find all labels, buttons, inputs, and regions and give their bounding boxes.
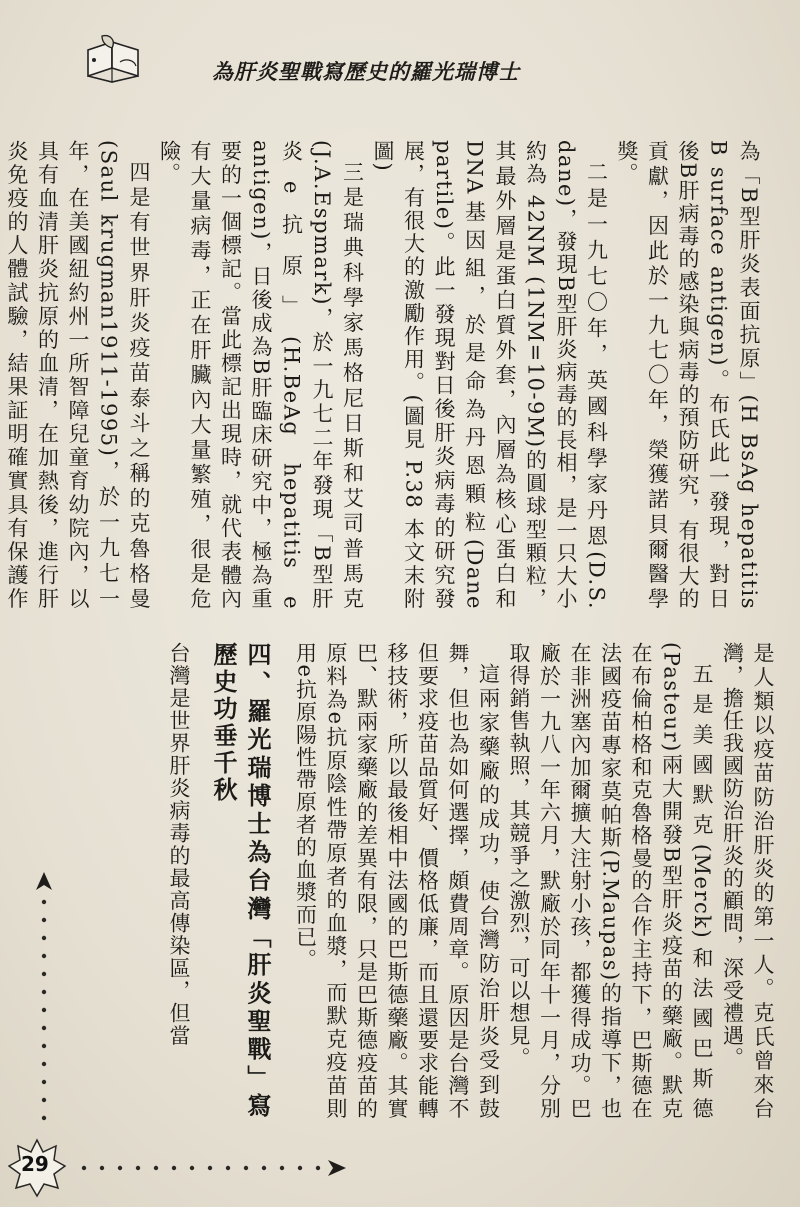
paragraph-dane-particle: 二是一九七〇年，英國科學家丹恩(D.S. dane)，發現B型肝炎病毒的長相，是一只大小約為 42NM (1NM=10-9M)的圓球型顆粒，其最外層是蛋白質外套，內層為核心蛋白和DNA基因組，於是命為丹恩顆粒(Dane partile)。此一發現對日後肝炎病毒的研究發展，有很大的激勵作用。(圖見 P.38 本文末附圖)	[371, 140, 609, 610]
section-heading: 四、羅光瑞博士為台灣「肝炎聖戰」寫歷史功垂千秋	[209, 642, 271, 1120]
page-number: 29	[21, 1152, 49, 1176]
paragraph-taiwan-choice: 這兩家藥廠的成功，使台灣防治肝炎受到鼓舞，但也為如何選擇，頗費周章。原因是台灣不但要求疫苗品質好、價格低廉，而且還要求能轉移技術，所以最後相中法國的巴斯德藥廠。其實巴、默兩家藥廠的差異有限，只是巴斯德疫苗的原料為e抗原陰性帶原者的血漿，而默克疫苗則用e抗原陽性帶原者的血漿而已。	[293, 642, 501, 1120]
paragraph-hbeag: 三是瑞典科學家馬格尼日斯和艾司普馬克(J.A.Espmark)，於一九七二年發現「B型肝炎e抗原」(H.BeAg hepatitis e antigen)，日後成為B肝臨床研究中，極為重要的一個標記。當此標記出現時，就代表體內有大量病毒，正在肝臟內大量繁殖，很是危險。	[157, 140, 365, 610]
running-header	[80, 32, 780, 96]
paragraph-vaccine-makers: 五是美國默克(Merck)和法國巴斯德(Pasteur)兩大開發B型肝炎疫苗的藥廠。默克在布倫柏格和克魯格曼的合作主持下，巴斯德在法國疫苗專家莫帕斯(P.Maupas)的指導下，也在非洲塞內加爾擴大注射小孩，都獲得成功。巴廠於一九八一年六月，默廠於同年十一月，分別取得銷售執照，其競爭之激烈，可以想見。	[507, 642, 714, 1120]
arrow-right-icon	[328, 1160, 346, 1176]
running-header-title: 為肝炎聖戰寫歷史的羅光瑞博士	[212, 60, 520, 84]
book-with-leaf-icon	[82, 32, 146, 88]
paragraph-hbsag: 為「B型肝炎表面抗原」(H BsAg hepatitis B surface antigen)。布氏此一發現，對日後B肝病毒的感染與病毒的預防研究，有很大的貢獻，因此於一九七〇年，榮獲諾貝爾醫學獎。	[615, 140, 761, 610]
arrow-up-icon	[36, 872, 52, 890]
upper-text-column	[5, 140, 764, 610]
lower-text-column	[88, 642, 778, 1120]
paragraph-krugman: 四是有世界肝炎疫苗泰斗之稱的克魯格曼(Saul krugman1911-1995)，於一九七一年，在美國紐約州一所智障兒童育幼院內，以具有血清肝炎抗原的血清，在加熱後，進行肝炎免疫的人體試驗，結果証明確實具有保護作	[5, 140, 151, 610]
paragraph-taiwan-epidemic: 台灣是世界肝炎病毒的最高傳染區，但當	[167, 642, 191, 1047]
paragraph-krugman-continued: 是人類以疫苗防治肝炎的第一人。克氏曾來台灣，擔任我國防治肝炎的顧問，深受禮遇。	[720, 642, 775, 1120]
